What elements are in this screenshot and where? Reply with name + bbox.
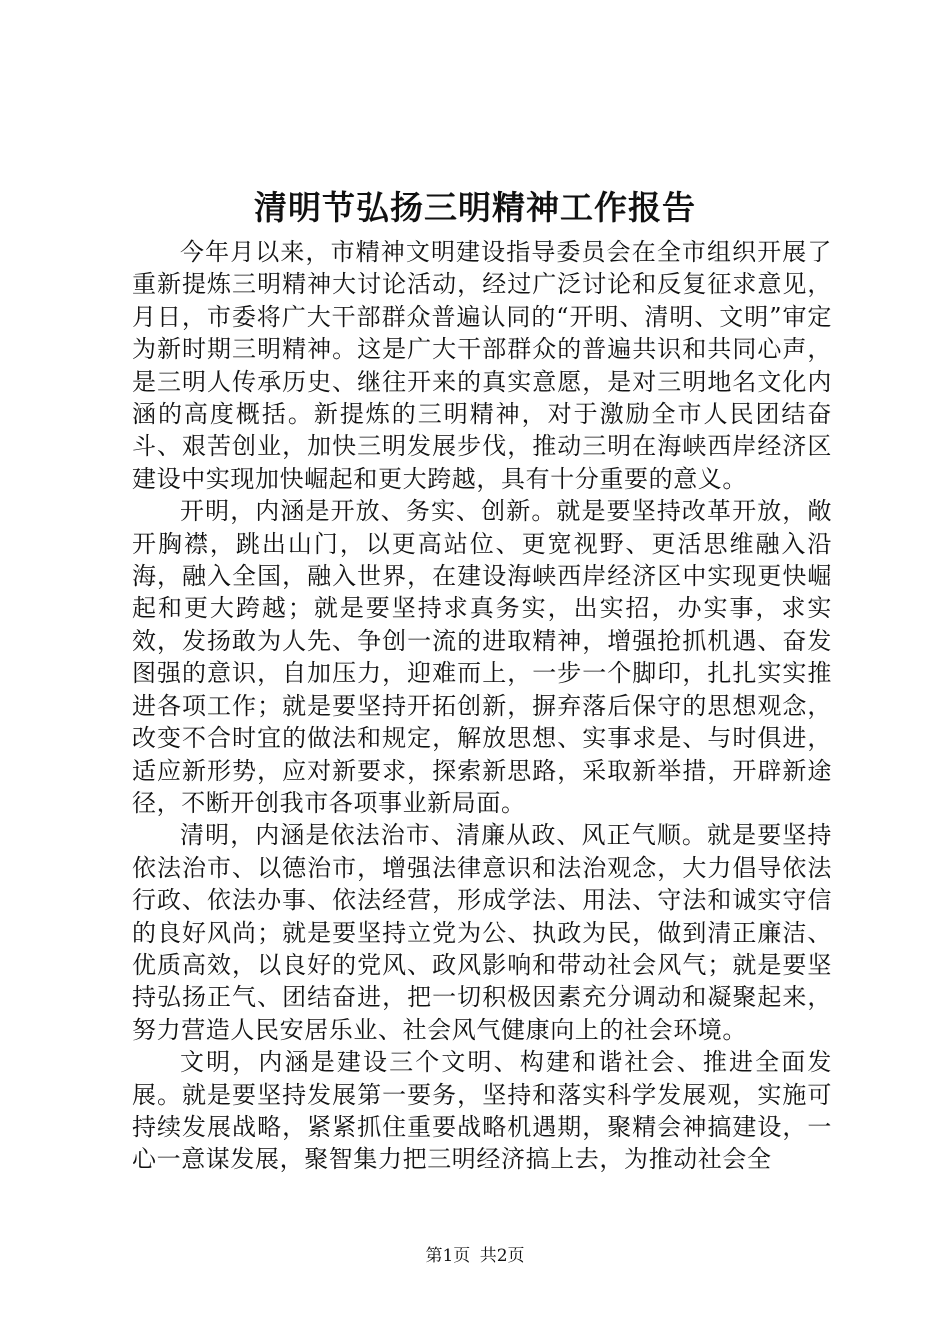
paragraph-intro: 今年月以来，市精神文明建设指导委员会在全市组织开展了重新提炼三明精神大讨论活动，经过广泛讨论和反复征求意见，月日，市委将广大干部群众普遍认同的“开明、清明、文明”审定为新时期三明精神。这是广大干部群众的普遍共识和共同心声，是三明人传承历史、继往开来的真实意愿，是对三明地名文化内涵的高度概括。新提炼的三明精神，对于激励全市人民团结奋斗、艰苦创业，加快三明发展步伐，推动三明在海峡西岸经济区建设中实现加快崛起和更大跨越，具有十分重要的意义。 [132,238,832,493]
page-number: 第1页 [425,1246,471,1266]
paragraph-wenming: 文明，内涵是建设三个文明、构建和谐社会、推进全面发展。就是要坚持发展第一要务，坚持和落实科学发展观，实施可持续发展战略，紧紧抓住重要战略机遇期，聚精会神搞建设，一心一意谋发展，聚智集力把三明经济搞上去，为推动社会全 [132,1048,832,1174]
document-title: 清明节弘扬三明精神工作报告 [254,188,696,227]
page-total: 共2页 [479,1246,525,1266]
paragraph-qingming: 清明，内涵是依法治市、清廉从政、风正气顺。就是要坚持依法治市、以德治市，增强法律意识和法治观念，大力倡导依法行政、依法办事、依法经营，形成学法、用法、守法和诚实守信的良好风尚；就是要坚持立党为公、执政为民，做到清正廉洁、优质高效，以良好的党风、政风影响和带动社会风气；就是要坚持弘扬正气、团结奋进，把一切积极因素充分调动和凝聚起来，努力营造人民安居乐业、社会风气健康向上的社会环境。 [132,821,832,1044]
paragraph-kaiming: 开明，内涵是开放、务实、创新。就是要坚持改革开放，敞开胸襟，跳出山门，以更高站位、更宽视野、更活思维融入沿海，融入全国，融入世界，在建设海峡西岸经济区中实现更快崛起和更大跨越；就是要坚持求真务实，出实招，办实事，求实效，发扬敢为人先、争创一流的进取精神，增强抢抓机遇、奋发图强的意识，自加压力，迎难而上，一步一个脚印，扎扎实实推进各项工作；就是要坚持开拓创新，摒弃落后保守的思想观念，改变不合时宜的做法和规定，解放思想、实事求是、与时俱进，适应新形势，应对新要求，探索新思路，采取新举措，开辟新途径，不断开创我市各项事业新局面。 [132,497,832,817]
page-footer [0,1244,950,1268]
document-body [132,236,832,1176]
